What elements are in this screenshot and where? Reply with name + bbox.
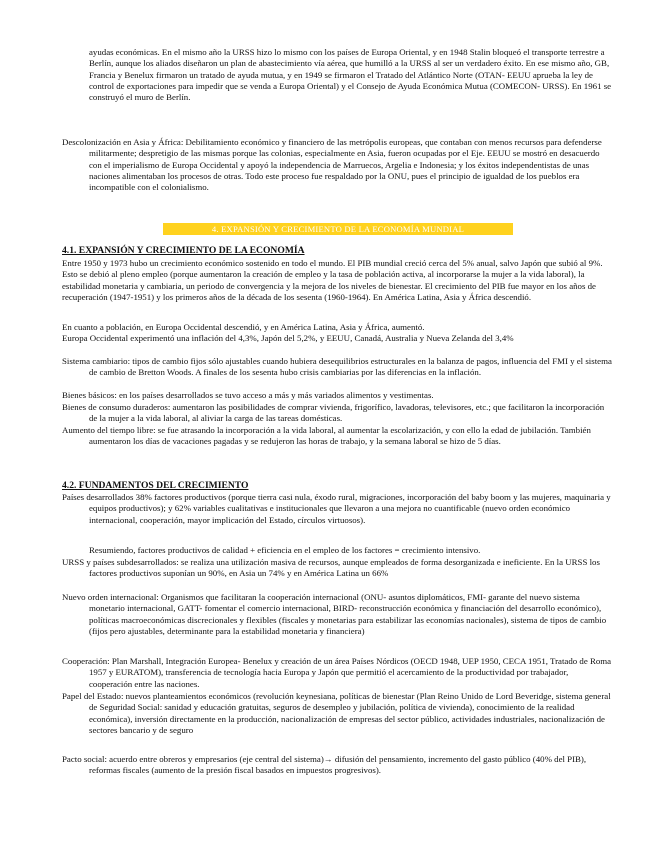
section-4-2-heading: 4.2. FUNDAMENTOS DEL CRECIMIENTO [62,480,249,491]
social-pact-paragraph: Pacto social: acuerdo entre obreros y empresarios (eje central del sistema)→ difusión del pensamiento, incremento del gasto público (40% del PIB), reformas fiscales (aumento de la presión fiscal basados en impuestos progresivos). [62,754,587,776]
cooperation-paragraph: Cooperación: Plan Marshall, Integración Europea- Benelux y creación de un área Países Nórdicos (OECD 1948, UEP 1950, CECA 1951, Tratado de Roma 1957 y EURATOM), transferencia de tecnología hacia Europa y Japón que permitió el acercamiento de la productividad por trabajador, cooperación entre las naciones. [62,656,612,689]
population-paragraph: En cuanto a población, en Europa Occidental descendió, y en América Latina, Asia y África, aumentó. [62,322,425,332]
summary-line: Resumiendo, factores productivos de calidad + eficiencia en el empleo de los factores = crecimiento intensivo. [89,545,481,555]
international-order-paragraph: Nuevo orden internacional: Organismos que facilitaran la cooperación internacional (ONU- asuntos diplomáticos, FMI- garante del nuevo sistema monetario internacional, GATT- fomentar el comercio internacional, BIRD- reconstrucción económica y financiación del desarrollo económico), políticas macroeconómicas discrecionales y flexibles (fiscales y monetarias para estabilizar las economías nacionales), sistema de tipos de cambio (fijos pero ajustables, determinante para la estabilidad monetaria y financiera) [62,592,607,637]
inflation-paragraph: Europa Occidental experimentó una inflación del 4,3%, Japón del 5,2%, y EEUU, Canadá, Australia y Nueva Zelanda del 3,4% [62,333,514,343]
durable-goods-paragraph: Bienes de consumo duraderos: aumentaron las posibilidades de comprar vivienda, frigorífico, lavadoras, televisores, etc.; que facilitaron la incorporación de la mujer a la vida laboral, al aliviar la carga de las tareas domésticas. [62,402,605,424]
section-4-1-heading: 4.1. EXPANSIÓN Y CRECIMIENTO DE LA ECONOMÍA [62,245,305,256]
developed-countries-paragraph: Países desarrollados 38% factores productivos (porque tierra casi nula, éxodo rural, migraciones, incorporación del baby boom y las mujeres, maquinaria y equipos productivos); y 62% variables cualitativas e institucionales que llevaron a una mejora no cuantificable (nuevo orden económico internacional, cooperación, mayor implicación del Estado, círculos virtuosos). [62,492,611,525]
free-time-paragraph: Aumento del tiempo libre: se fue atrasando la incorporación a la vida laboral, al aumentar la escolarización, y con ello la edad de jubilación. También aumentaron los días de vacaciones pagadas y se redujeron las horas de trabajo, y la semana laboral se hizo de 5 días. [62,425,591,447]
urss-paragraph: URSS y países subdesarrollados: se realiza una utilización masiva de recursos, aunque empleados de forma desorganizada e ineficiente. En la URSS los factores productivos suponían un 90%, en Asia un 74% y en América Latina un 66% [62,557,600,579]
section-banner: 4. EXPANSIÓN Y CRECIMIENTO DE LA ECONOMÍA MUNDIAL [163,223,513,235]
exchange-system-paragraph: Sistema cambiario: tipos de cambio fijos sólo ajustables cuando hubiera desequilibrios estructurales en la balanza de pagos, influencia del FMI y el sistema de cambio de Bretton Woods. A finales de los sesenta hubo crisis cambiarias por las diferencias en la inflación. [62,356,612,378]
intro-paragraph-continuation: ayudas económicas. En el mismo año la URSS hizo lo mismo con los países de Europa Oriental, y en 1948 Stalin bloqueó el transporte terrestre a Berlín, aunque los aliados diseñaron un plan de abastecimiento vía aérea, que humilló a la URSS al ser un verdadero éxito. En ese mismo año, GB, Francia y Benelux firmaron un tratado de ayuda mutua, y en 1949 se firmaron el Tratado del Atlántico Norte (OTAN- EEUU aprueba la ley de control de exportaciones para impedir que se venda a Europa Oriental) y el Consejo de Ayuda Económica Mutua (COMECON- URSS). En 1961 se construyó el muro de Berlín. [89,47,612,103]
state-role-paragraph: Papel del Estado: nuevos planteamientos económicos (revolución keynesiana, políticas de bienestar (Plan Reino Unido de Lord Beveridge, sistema general de Seguridad Social: sanidad y educación gratuitas, seguros de desempleo y jubilación, política de vivienda), conocimiento de la realidad económica), inversión directamente en la producción, nacionalización de empresas del sector público, actividades industriales, nacionalización de sectores bancario y de seguro [62,691,611,736]
growth-paragraph: Entre 1950 y 1973 hubo un crecimiento económico sostenido en todo el mundo. El PIB mundial creció cerca del 5% anual, salvo Japón que subió al 9%. Esto se debió al pleno empleo (porque aumentaron la creación de empleo y la tasa de población activa, al incorporarse la mujer a la vida laboral), la estabilidad monetaria y cambiaria, un periodo de convergencia y la mejora de los niveles de bienestar. El crecimiento del PIB fue mayor en los años de recuperación (1947-1951) y los primeros años de la década de los sesenta (1960-1964). En América Latina, Asia y África descendió. [62,258,603,303]
decolonization-paragraph: Descolonización en Asia y África: Debilitamiento económico y financiero de las metrópolis europeas, que contaban con menos recursos para defenderse militarmente; despretigio de las mismas porque las colonias, especialmente en Asia, fueron ocupadas por el Eje. EEUU se mostró en desacuerdo con el imperialismo de Europa Occidental y apoyó la independencia de Marruecos, Argelia e Indonesia; y los éxitos independentistas de unas naciones alimentaban los procesos de otras. Todo este proceso fue respaldado por la ONU, pues el principio de igualdad de los pueblos era incompatible con el colonialismo. [62,137,602,193]
basic-goods-paragraph: Bienes básicos: en los países desarrollados se tuvo acceso a más y más variados alimentos y vestimentas. [62,390,434,400]
